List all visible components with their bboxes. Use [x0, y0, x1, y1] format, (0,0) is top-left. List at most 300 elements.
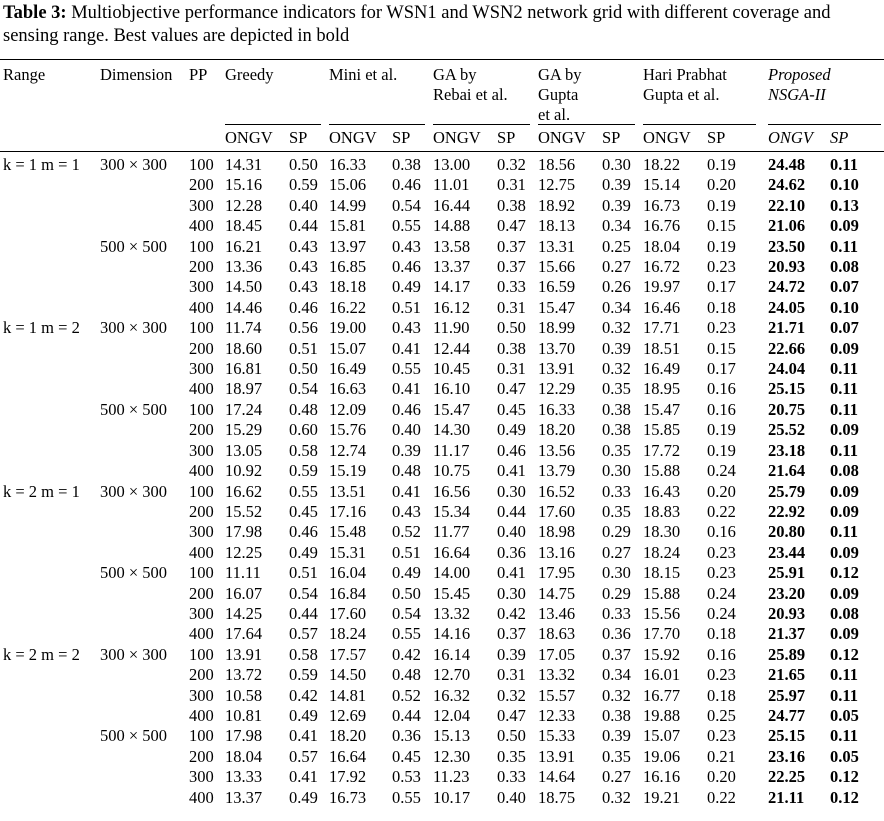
cell-ga-gupta-ongv: 17.05: [538, 644, 576, 664]
cell-ga-rebai-ongv: 16.14: [433, 644, 471, 664]
cell-proposed-ongv: 24.77: [768, 705, 806, 725]
cell-range: [0, 400, 100, 420]
cell-range: [0, 441, 100, 461]
cell-ga-rebai-sp: 0.31: [497, 665, 526, 685]
cell-mini-ongv: 12.69: [329, 705, 367, 725]
cell-pp: 100: [189, 399, 214, 419]
cell-ga-rebai-ongv: 13.32: [433, 603, 471, 623]
cell-ga-gupta-ongv: 17.95: [538, 563, 576, 583]
cell-proposed-sp: 0.10: [830, 175, 859, 195]
cell-mini-sp: 0.41: [392, 481, 421, 501]
cell-hari-sp: 0.16: [707, 379, 736, 399]
cell-ga-rebai-sp: 0.47: [497, 705, 526, 725]
subheader-sp: SP: [497, 128, 516, 147]
cell-ga-rebai-sp: 0.47: [497, 379, 526, 399]
cell-hari-ongv: 16.46: [643, 297, 681, 317]
cell-dimension: [100, 747, 189, 767]
cell-mini-sp: 0.41: [392, 338, 421, 358]
cell-proposed-sp: 0.05: [830, 705, 859, 725]
cell-hari-sp: 0.18: [707, 685, 736, 705]
cell-ga-rebai-ongv: 14.17: [433, 277, 471, 297]
cell-greedy-ongv: 13.72: [225, 665, 263, 685]
cell-pp: 400: [189, 297, 214, 317]
cell-pp: 100: [189, 236, 214, 256]
cell-proposed-ongv: 25.15: [768, 726, 806, 746]
cell-greedy-sp: 0.58: [289, 644, 318, 664]
cell-ga-gupta-ongv: 18.56: [538, 155, 576, 174]
cell-dimension: [100, 196, 189, 216]
cell-hari-sp: 0.18: [707, 297, 736, 317]
cell-hari-sp: 0.16: [707, 644, 736, 664]
cell-greedy-sp: 0.59: [289, 461, 318, 481]
cell-proposed-ongv: 25.52: [768, 420, 806, 440]
cell-mini-ongv: 15.06: [329, 175, 367, 195]
cell-greedy-ongv: 18.45: [225, 216, 263, 236]
cell-pp: 200: [189, 257, 214, 277]
cell-dimension: [100, 420, 189, 440]
cell-ga-gupta-ongv: 18.92: [538, 195, 576, 215]
cell-proposed-sp: 0.09: [830, 216, 859, 236]
cell-hari-ongv: 15.88: [643, 461, 681, 481]
cell-ga-rebai-sp: 0.41: [497, 563, 526, 583]
cell-mini-ongv: 14.50: [329, 665, 367, 685]
cell-hari-sp: 0.23: [707, 726, 736, 746]
cell-hari-ongv: 18.15: [643, 563, 681, 583]
cell-greedy-ongv: 11.11: [225, 563, 261, 583]
cell-proposed-sp: 0.09: [830, 501, 859, 521]
subheader-ongv: ONGV: [225, 128, 273, 147]
cell-mini-sp: 0.53: [392, 767, 421, 787]
cell-ga-rebai-ongv: 12.04: [433, 705, 471, 725]
cell-range: [0, 767, 100, 787]
cell-ga-gupta-ongv: 13.56: [538, 440, 576, 460]
cell-greedy-ongv: 15.16: [225, 175, 263, 195]
cell-ga-gupta-sp: 0.27: [602, 542, 631, 562]
cell-greedy-sp: 0.45: [289, 501, 318, 521]
cell-mini-ongv: 15.48: [329, 522, 367, 542]
header-ga-rebai-line1: GA by: [433, 65, 477, 84]
cell-ga-rebai-sp: 0.40: [497, 787, 526, 807]
cell-range: [0, 788, 100, 808]
cell-range: k = 2 m = 2: [3, 644, 80, 664]
cell-ga-gupta-sp: 0.26: [602, 277, 631, 297]
cell-proposed-sp: 0.12: [830, 767, 859, 787]
cell-hari-sp: 0.24: [707, 461, 736, 481]
cell-ga-gupta-ongv: 17.60: [538, 501, 576, 521]
cell-proposed-sp: 0.11: [830, 440, 858, 460]
cell-mini-sp: 0.46: [392, 399, 421, 419]
cell-hari-ongv: 15.14: [643, 175, 681, 195]
cell-pp: 400: [189, 705, 214, 725]
table-row: [0, 359, 884, 379]
cell-range: k = 1 m = 1: [3, 155, 80, 174]
cell-mini-ongv: 17.16: [329, 501, 367, 521]
cell-mini-sp: 0.50: [392, 583, 421, 603]
cell-proposed-sp: 0.11: [830, 726, 858, 746]
subheader-sp: SP: [602, 128, 621, 147]
cell-ga-gupta-ongv: 13.91: [538, 746, 576, 766]
cell-greedy-sp: 0.56: [289, 318, 318, 338]
cell-ga-gupta-ongv: 15.33: [538, 726, 576, 746]
subheader-sp: SP: [392, 128, 411, 147]
cell-range: [0, 665, 100, 685]
cell-ga-rebai-ongv: 11.01: [433, 175, 470, 195]
cell-greedy-ongv: 17.98: [225, 726, 263, 746]
cell-ga-rebai-sp: 0.45: [497, 399, 526, 419]
cell-mini-ongv: 17.60: [329, 603, 367, 623]
header-greedy: Greedy: [225, 65, 274, 84]
cell-pp: 100: [189, 481, 214, 501]
cell-greedy-ongv: 12.28: [225, 195, 263, 215]
cell-hari-ongv: 18.30: [643, 522, 681, 542]
cell-ga-gupta-ongv: 18.13: [538, 216, 576, 236]
cell-dimension: [100, 788, 189, 808]
cell-proposed-ongv: 25.97: [768, 685, 806, 705]
cell-greedy-sp: 0.43: [289, 236, 318, 256]
cell-pp: 200: [189, 665, 214, 685]
cell-ga-rebai-sp: 0.40: [497, 522, 526, 542]
cell-range: [0, 584, 100, 604]
cell-greedy-sp: 0.51: [289, 338, 318, 358]
cell-ga-rebai-ongv: 14.00: [433, 563, 471, 583]
cell-proposed-sp: 0.05: [830, 746, 859, 766]
cell-greedy-sp: 0.57: [289, 624, 318, 644]
cell-mini-sp: 0.48: [392, 665, 421, 685]
cell-proposed-sp: 0.11: [830, 236, 858, 256]
cell-proposed-ongv: 21.37: [768, 624, 806, 644]
cell-proposed-sp: 0.09: [830, 481, 859, 501]
cell-ga-gupta-sp: 0.34: [602, 216, 631, 236]
cell-range: [0, 196, 100, 216]
cell-ga-gupta-ongv: 15.57: [538, 685, 576, 705]
cell-mini-ongv: 15.31: [329, 542, 367, 562]
cell-hari-sp: 0.20: [707, 481, 736, 501]
cell-ga-gupta-sp: 0.35: [602, 440, 631, 460]
cell-mini-ongv: 18.18: [329, 277, 367, 297]
cell-proposed-sp: 0.11: [830, 399, 858, 419]
cell-ga-gupta-ongv: 15.47: [538, 297, 576, 317]
cell-ga-gupta-sp: 0.32: [602, 318, 631, 338]
cell-pp: 200: [189, 338, 214, 358]
cell-ga-gupta-sp: 0.32: [602, 359, 631, 379]
cell-greedy-sp: 0.50: [289, 155, 318, 174]
cell-proposed-ongv: 24.05: [768, 297, 806, 317]
table-row: [0, 175, 884, 195]
cell-hari-ongv: 16.16: [643, 767, 681, 787]
cell-range: [0, 522, 100, 542]
cell-ga-gupta-sp: 0.38: [602, 705, 631, 725]
cell-hari-sp: 0.24: [707, 603, 736, 623]
table-row: [0, 563, 884, 583]
cell-dimension: 300 × 300: [100, 155, 168, 174]
cell-greedy-ongv: 14.46: [225, 297, 263, 317]
cell-mini-sp: 0.43: [392, 318, 421, 338]
cell-mini-sp: 0.49: [392, 563, 421, 583]
cell-range: [0, 339, 100, 359]
cell-mini-ongv: 15.07: [329, 338, 367, 358]
cell-mini-sp: 0.54: [392, 603, 421, 623]
cell-ga-gupta-ongv: 13.70: [538, 338, 576, 358]
subheader-ongv: ONGV: [643, 128, 691, 147]
cell-dimension: 300 × 300: [100, 318, 168, 338]
cell-ga-rebai-ongv: 15.45: [433, 583, 471, 603]
header-hari-line2: Gupta et al.: [643, 85, 720, 104]
cell-dimension: [100, 584, 189, 604]
cell-pp: 200: [189, 501, 214, 521]
cell-mini-sp: 0.39: [392, 440, 421, 460]
cell-proposed-ongv: 21.11: [768, 787, 805, 807]
cell-greedy-sp: 0.48: [289, 399, 318, 419]
table-row: [0, 257, 884, 277]
header-ga-gupta-line2: Gupta: [538, 85, 579, 104]
cell-greedy-ongv: 15.52: [225, 501, 263, 521]
cell-ga-rebai-sp: 0.31: [497, 297, 526, 317]
cell-proposed-ongv: 24.04: [768, 359, 806, 379]
cell-range: [0, 543, 100, 563]
cell-hari-sp: 0.23: [707, 318, 736, 338]
table-row: [0, 543, 884, 563]
cell-hari-ongv: 18.22: [643, 155, 681, 174]
cell-mini-ongv: 19.00: [329, 318, 367, 338]
cell-ga-gupta-sp: 0.29: [602, 583, 631, 603]
header-bottom-rule: [0, 151, 884, 152]
cell-range: [0, 257, 100, 277]
cell-hari-ongv: 19.97: [643, 277, 681, 297]
cell-range: [0, 604, 100, 624]
cell-dimension: [100, 379, 189, 399]
cell-hari-sp: 0.23: [707, 665, 736, 685]
cell-proposed-ongv: 25.91: [768, 563, 806, 583]
cell-mini-ongv: 15.19: [329, 461, 367, 481]
cell-ga-gupta-ongv: 13.46: [538, 603, 576, 623]
rule-ga-rebai: [433, 124, 530, 125]
subheader-sp: SP: [707, 128, 726, 147]
cell-ga-gupta-ongv: 18.20: [538, 420, 576, 440]
cell-proposed-ongv: 23.16: [768, 746, 806, 766]
cell-mini-ongv: 16.73: [329, 787, 367, 807]
table-row: [0, 706, 884, 726]
cell-proposed-ongv: 24.62: [768, 175, 806, 195]
cell-ga-gupta-sp: 0.35: [602, 379, 631, 399]
cell-ga-gupta-ongv: 12.29: [538, 379, 576, 399]
cell-pp: 100: [189, 726, 214, 746]
cell-proposed-sp: 0.10: [830, 297, 859, 317]
cell-ga-rebai-ongv: 15.34: [433, 501, 471, 521]
cell-hari-ongv: 19.06: [643, 746, 681, 766]
table-row: [0, 379, 884, 399]
cell-ga-rebai-sp: 0.32: [497, 685, 526, 705]
cell-hari-ongv: 18.04: [643, 236, 681, 256]
cell-mini-sp: 0.55: [392, 787, 421, 807]
table-row: [0, 788, 884, 808]
table-row: [0, 339, 884, 359]
header-range: Range: [3, 65, 46, 84]
cell-ga-rebai-ongv: 16.10: [433, 379, 471, 399]
cell-greedy-sp: 0.43: [289, 257, 318, 277]
cell-dimension: [100, 665, 189, 685]
cell-hari-ongv: 16.01: [643, 665, 681, 685]
cell-dimension: 500 × 500: [100, 236, 168, 256]
table-caption: [3, 2, 881, 48]
cell-greedy-sp: 0.49: [289, 705, 318, 725]
cell-mini-ongv: 14.81: [329, 685, 367, 705]
cell-proposed-ongv: 21.71: [768, 318, 806, 338]
cell-range: [0, 237, 100, 257]
cell-ga-gupta-sp: 0.34: [602, 297, 631, 317]
cell-mini-ongv: 18.24: [329, 624, 367, 644]
cell-proposed-sp: 0.09: [830, 583, 859, 603]
cell-hari-sp: 0.16: [707, 399, 736, 419]
cell-proposed-ongv: 21.06: [768, 216, 806, 236]
cell-pp: 200: [189, 420, 214, 440]
table-row: [0, 645, 884, 665]
cell-greedy-ongv: 10.92: [225, 461, 263, 481]
header-ga-gupta-line3: et al.: [538, 105, 571, 124]
cell-mini-sp: 0.45: [392, 746, 421, 766]
cell-greedy-sp: 0.44: [289, 603, 318, 623]
cell-dimension: [100, 277, 189, 297]
cell-hari-ongv: 16.49: [643, 359, 681, 379]
cell-range: [0, 726, 100, 746]
cell-pp: 400: [189, 216, 214, 236]
cell-greedy-sp: 0.58: [289, 440, 318, 460]
cell-pp: 100: [189, 563, 214, 583]
cell-hari-ongv: 15.07: [643, 726, 681, 746]
cell-mini-sp: 0.44: [392, 705, 421, 725]
cell-hari-sp: 0.21: [707, 746, 736, 766]
cell-ga-gupta-sp: 0.30: [602, 461, 631, 481]
cell-ga-rebai-sp: 0.38: [497, 195, 526, 215]
table-row: [0, 400, 884, 420]
cell-greedy-sp: 0.54: [289, 379, 318, 399]
cell-pp: 300: [189, 767, 214, 787]
cell-ga-rebai-ongv: 10.17: [433, 787, 471, 807]
cell-proposed-ongv: 25.79: [768, 481, 806, 501]
cell-proposed-ongv: 23.44: [768, 542, 806, 562]
cell-ga-rebai-ongv: 11.17: [433, 440, 470, 460]
cell-proposed-ongv: 20.75: [768, 399, 806, 419]
cell-proposed-ongv: 22.66: [768, 338, 806, 358]
cell-ga-gupta-ongv: 13.79: [538, 461, 576, 481]
header-pp: PP: [189, 65, 208, 84]
cell-greedy-ongv: 12.25: [225, 542, 263, 562]
cell-greedy-sp: 0.51: [289, 563, 318, 583]
cell-ga-rebai-sp: 0.50: [497, 318, 526, 338]
cell-ga-rebai-sp: 0.37: [497, 257, 526, 277]
table-row: [0, 298, 884, 318]
subheader-ongv: ONGV: [768, 128, 813, 147]
table-row: [0, 237, 884, 257]
cell-ga-rebai-ongv: 13.58: [433, 236, 471, 256]
table-row: [0, 747, 884, 767]
cell-dimension: [100, 604, 189, 624]
cell-hari-sp: 0.15: [707, 338, 736, 358]
rule-hari: [643, 124, 756, 125]
cell-greedy-ongv: 16.81: [225, 359, 263, 379]
cell-dimension: 300 × 300: [100, 481, 168, 501]
cell-dimension: [100, 624, 189, 644]
header-dimension: Dimension: [100, 65, 173, 84]
cell-hari-ongv: 16.77: [643, 685, 681, 705]
cell-greedy-sp: 0.43: [289, 277, 318, 297]
cell-range: [0, 216, 100, 236]
cell-proposed-sp: 0.09: [830, 624, 859, 644]
cell-mini-ongv: 16.85: [329, 257, 367, 277]
cell-proposed-ongv: 20.93: [768, 257, 806, 277]
cell-greedy-sp: 0.40: [289, 195, 318, 215]
cell-ga-gupta-ongv: 16.59: [538, 277, 576, 297]
cell-mini-sp: 0.51: [392, 542, 421, 562]
cell-ga-rebai-ongv: 11.90: [433, 318, 470, 338]
subheader-sp: SP: [289, 128, 308, 147]
cell-proposed-ongv: 24.72: [768, 277, 806, 297]
table-row: [0, 196, 884, 216]
cell-hari-sp: 0.23: [707, 542, 736, 562]
cell-ga-rebai-ongv: 16.64: [433, 542, 471, 562]
header-proposed-line2: NSGA-II: [768, 85, 826, 104]
cell-pp: 300: [189, 522, 214, 542]
cell-range: k = 1 m = 2: [3, 318, 80, 338]
cell-greedy-sp: 0.49: [289, 542, 318, 562]
cell-hari-ongv: 16.73: [643, 195, 681, 215]
cell-ga-gupta-sp: 0.34: [602, 665, 631, 685]
cell-dimension: [100, 706, 189, 726]
cell-ga-rebai-ongv: 13.37: [433, 257, 471, 277]
cell-mini-ongv: 16.63: [329, 379, 367, 399]
cell-hari-ongv: 16.72: [643, 257, 681, 277]
cell-ga-rebai-ongv: 12.30: [433, 746, 471, 766]
cell-hari-sp: 0.18: [707, 624, 736, 644]
rule-mini: [329, 124, 425, 125]
cell-mini-ongv: 17.92: [329, 767, 367, 787]
cell-ga-gupta-sp: 0.35: [602, 501, 631, 521]
cell-range: [0, 379, 100, 399]
cell-dimension: [100, 522, 189, 542]
cell-greedy-sp: 0.49: [289, 787, 318, 807]
cell-pp: 400: [189, 379, 214, 399]
cell-proposed-sp: 0.07: [830, 277, 859, 297]
cell-proposed-sp: 0.11: [830, 155, 858, 174]
cell-ga-rebai-sp: 0.44: [497, 501, 526, 521]
cell-proposed-ongv: 20.93: [768, 603, 806, 623]
cell-mini-sp: 0.52: [392, 685, 421, 705]
cell-dimension: [100, 339, 189, 359]
cell-ga-rebai-ongv: 14.30: [433, 420, 471, 440]
cell-pp: 400: [189, 461, 214, 481]
cell-ga-rebai-sp: 0.31: [497, 175, 526, 195]
cell-ga-gupta-sp: 0.39: [602, 726, 631, 746]
cell-hari-sp: 0.24: [707, 583, 736, 603]
cell-hari-sp: 0.20: [707, 175, 736, 195]
cell-ga-rebai-ongv: 16.56: [433, 481, 471, 501]
cell-ga-rebai-sp: 0.32: [497, 155, 526, 174]
cell-greedy-ongv: 17.98: [225, 522, 263, 542]
subheader-ongv: ONGV: [329, 128, 377, 147]
cell-ga-rebai-ongv: 16.32: [433, 685, 471, 705]
cell-pp: 300: [189, 603, 214, 623]
cell-dimension: 500 × 500: [100, 563, 168, 583]
cell-ga-rebai-sp: 0.37: [497, 236, 526, 256]
cell-hari-ongv: 18.51: [643, 338, 681, 358]
cell-dimension: 500 × 500: [100, 726, 168, 746]
cell-hari-ongv: 19.21: [643, 787, 681, 807]
cell-proposed-ongv: 22.10: [768, 195, 806, 215]
cell-ga-rebai-sp: 0.36: [497, 542, 526, 562]
cell-dimension: [100, 216, 189, 236]
cell-dimension: [100, 461, 189, 481]
cell-proposed-ongv: 24.48: [768, 155, 806, 174]
table-row: [0, 665, 884, 685]
